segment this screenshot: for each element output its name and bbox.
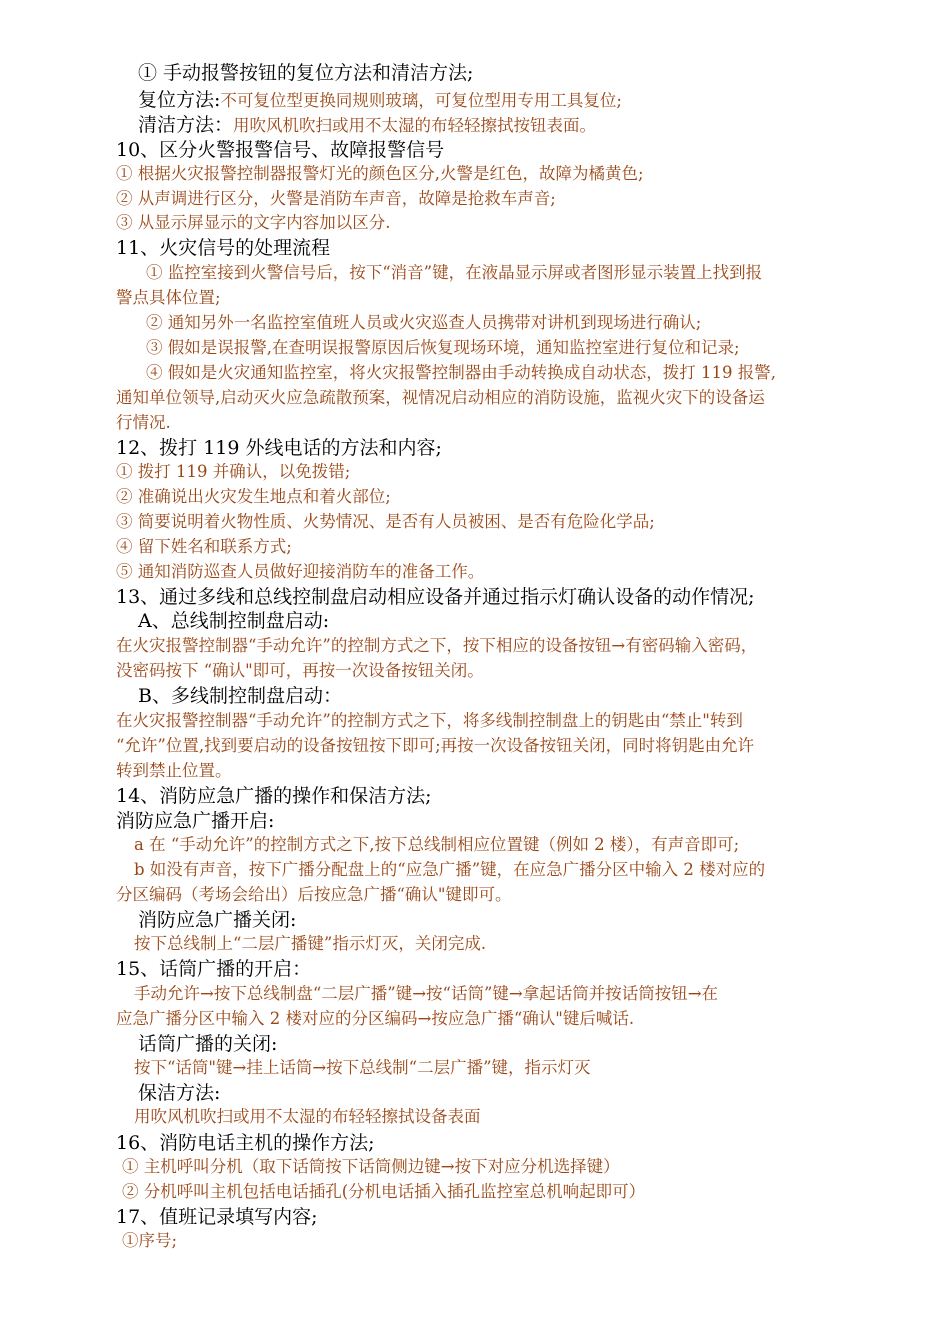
section-13-heading: 13、通过多线和总线控制盘启动相应设备并通过指示灯确认设备的动作情况; <box>116 586 755 608</box>
section-10-item-2: ② 从声调进行区分，火警是消防车声音，故障是抢救车声音; <box>116 189 556 208</box>
section-12-item-5: ⑤ 通知消防巡查人员做好迎接消防车的准备工作。 <box>116 562 485 581</box>
section-14-step-a: a 在 “手动允许”的控制方式之下,按下总线制相应位置键（例如 2 楼），有声音即可; <box>134 835 740 854</box>
section-13-sub-a: A、总线制控制盘启动: <box>138 610 330 632</box>
section-11-item-4-cont2: 行情况. <box>116 413 171 432</box>
section-13-b-text: 在火灾报警控制器“手动允许”的控制方式之下，将多线制控制盘上的钥匙由“禁止"转到 <box>116 711 743 730</box>
section-11-item-4: ④ 假如是火灾通知监控室，将火灾报警控制器由手动转换成自动状态，拨打 119 报警, <box>146 363 776 382</box>
section-17-heading: 17、值班记录填写内容; <box>116 1206 318 1228</box>
section-15-open-text: 手动允许→按下总线制盘“二层广播”键→按“话筒”键→拿起话筒并按话筒按钮→在 <box>134 984 719 1003</box>
section-15-close-label: 话筒广播的关闭: <box>138 1033 278 1055</box>
item-heading: ① 手动报警按钮的复位方法和清洁方法; <box>138 62 474 84</box>
section-16-item-2: ② 分机呼叫主机包括电话插孔(分机电话插入插孔监控室总机响起即可） <box>122 1182 646 1201</box>
section-10-heading: 10、区分火警报警信号、故障报警信号 <box>116 139 445 161</box>
section-12-item-4: ④ 留下姓名和联系方式; <box>116 537 292 556</box>
section-15-close-text: 按下“话筒"键→挂上话筒→按下总线制“二层广播”键，指示灯灭 <box>134 1058 591 1077</box>
section-14-step-b-cont: 分区编码（考场会给出）后按应急广播“确认"键即可。 <box>116 885 512 904</box>
reset-method-text: 不可复位型更换同规则玻璃，可复位型用专用工具复位; <box>220 91 622 110</box>
section-13-b-text-cont2: 转到禁止位置。 <box>116 761 232 780</box>
section-14-open-label: 消防应急广播开启: <box>116 810 275 832</box>
section-10-item-1: ① 根据火灾报警控制器报警灯光的颜色区分,火警是红色，故障为橘黄色; <box>116 164 644 183</box>
clean-method-label: 清洁方法： <box>138 114 234 136</box>
section-12-heading: 12、拨打 119 外线电话的方法和内容; <box>116 437 442 459</box>
section-12-item-3: ③ 简要说明着火物性质、火势情况、是否有人员被困、是否有危险化学品; <box>116 512 655 531</box>
section-11-item-1-cont: 警点具体位置; <box>116 288 221 307</box>
clean-method-text: 用吹风机吹扫或用不太湿的布轻轻擦拭按钮表面。 <box>233 116 597 135</box>
section-11-item-2: ② 通知另外一名监控室值班人员或火灾巡查人员携带对讲机到现场进行确认; <box>146 313 702 332</box>
reset-method-line <box>138 91 950 110</box>
section-15-clean-label: 保洁方法: <box>138 1082 221 1104</box>
section-14-heading: 14、消防应急广播的操作和保洁方法; <box>116 785 432 807</box>
reset-method-label: 复位方法: <box>138 89 221 111</box>
section-11-item-4-cont: 通知单位领导,启动灭火应急疏散预案，视情况启动相应的消防设施，监视火灾下的设备运 <box>116 388 765 407</box>
section-17-item-1: ①序号; <box>122 1231 178 1250</box>
section-12-item-2: ② 准确说出火灾发生地点和着火部位; <box>116 487 391 506</box>
section-10-item-3: ③ 从显示屏显示的文字内容加以区分. <box>116 213 391 232</box>
section-12-item-1: ① 拨打 119 并确认，以免拨错; <box>116 462 351 481</box>
section-11-item-3: ③ 假如是误报警,在查明误报警原因后恢复现场环境，通知监控室进行复位和记录; <box>146 338 740 357</box>
section-13-a-text: 在火灾报警控制器“手动允许”的控制方式之下，按下相应的设备按钮→有密码输入密码， <box>116 636 758 655</box>
section-11-heading: 11、火灾信号的处理流程 <box>116 237 331 259</box>
section-13-a-text-cont: 没密码按下 “确认"即可，再按一次设备按钮关闭。 <box>116 661 484 680</box>
section-13-sub-b: B、多线制控制盘启动： <box>138 685 342 707</box>
section-15-heading: 15、话筒广播的开启： <box>116 958 312 980</box>
section-14-close-text: 按下总线制上“二层广播键”指示灯灭，关闭完成. <box>134 934 487 953</box>
section-11-item-1: ① 监控室接到火警信号后，按下“消音”键，在液晶显示屏或者图形显示装置上找到报 <box>146 263 763 282</box>
section-16-item-1: ① 主机呼叫分机（取下话筒按下话筒侧边键→按下对应分机选择键） <box>122 1157 620 1176</box>
section-13-b-text-cont: “允许”位置,找到要启动的设备按钮按下即可;再按一次设备按钮关闭，同时将钥匙由允许 <box>116 736 755 755</box>
section-14-close-label: 消防应急广播关闭: <box>138 909 297 931</box>
section-16-heading: 16、消防电话主机的操作方法; <box>116 1132 375 1154</box>
section-14-step-b: b 如没有声音，按下广播分配盘上的“应急广播”键，在应急广播分区中输入 2 楼对应的 <box>134 860 766 879</box>
clean-method-line <box>138 116 950 135</box>
section-15-open-text-cont: 应急广播分区中输入 2 楼对应的分区编码→按应急广播“确认"键后喊话. <box>116 1009 635 1028</box>
section-15-clean-text: 用吹风机吹扫或用不太湿的布轻轻擦拭设备表面 <box>134 1107 481 1126</box>
